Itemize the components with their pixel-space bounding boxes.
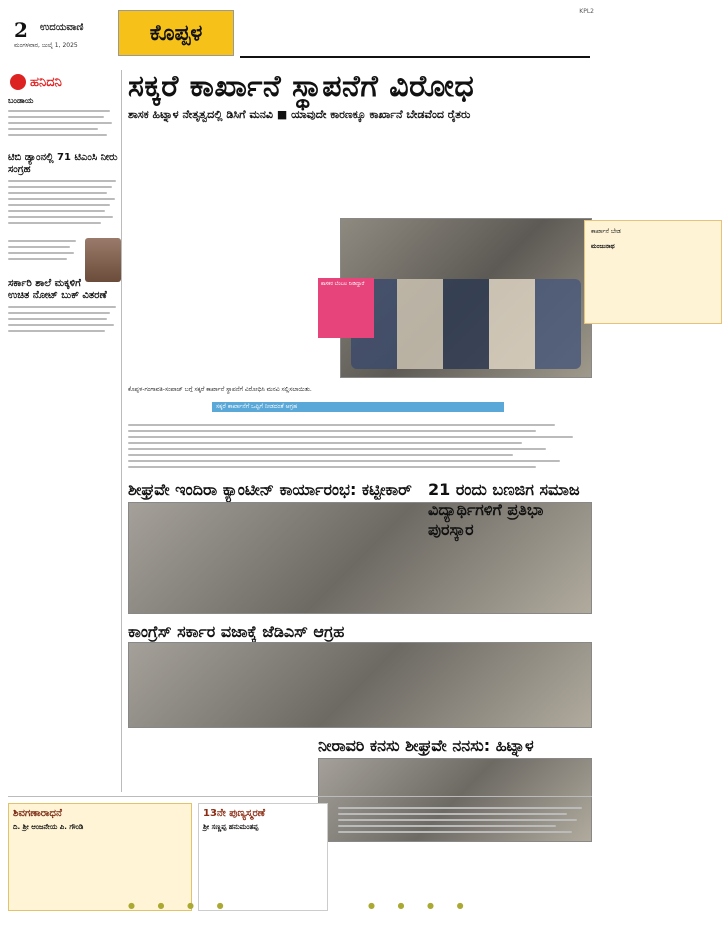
quote-box: ಶಾಸಕರ ಬೆಂಬಲ ನೀಡಿದ್ದಾರೆ bbox=[318, 278, 374, 338]
column-logo bbox=[8, 70, 121, 94]
left-col3-text bbox=[8, 306, 121, 332]
story4-headline: ಕಾಂಗ್ರೆಸ್ ಸರ್ಕಾರ ವಜಾಕ್ಕೆ ಜೆಡಿಎಸ್ ಆಗ್ರಹ bbox=[128, 622, 345, 641]
side-quote bbox=[584, 220, 722, 324]
ads-area bbox=[8, 796, 592, 916]
left-col1-title: ಬಂಡಾಯ bbox=[8, 96, 34, 105]
brand-name: ಉದಯವಾಣಿ bbox=[40, 22, 84, 33]
side-quote-text: ಕಾರ್ಖಾನೆ ಬೇಡ bbox=[591, 228, 621, 235]
story3-headline: 21 ರಂದು ಬಣಜಿಗ ಸಮಾಜ ವಿದ್ಯಾರ್ಥಿಗಳಿಗೆ ಪ್ರತಿಭಾ ಪುರಸ್ಕಾರ bbox=[428, 480, 580, 539]
left-col3-title: ಸರ್ಕಾರಿ ಶಾಲೆ ಮಕ್ಕಳಿಗೆ ಉಚಿತ ನೋಟ್ ಬುಕ್ ವಿತರಣೆ bbox=[8, 278, 107, 301]
main-column bbox=[128, 69, 621, 755]
left-col2-text bbox=[8, 180, 121, 224]
page-code: KPL2 bbox=[579, 8, 594, 15]
info-band-text: ಸಕ್ಕರೆ ಕಾರ್ಖಾನೆಗೆ ಒಪ್ಪಿಗೆ ನೀಡದಂತೆ ಆಗ್ರಹ bbox=[216, 403, 298, 410]
ads-right-text bbox=[338, 803, 592, 911]
registration-dots-1: ● ● ● ● bbox=[128, 901, 234, 910]
left-column bbox=[8, 70, 122, 792]
main-photo-people bbox=[351, 279, 581, 369]
main-body bbox=[128, 424, 592, 468]
left-col1-text bbox=[8, 110, 121, 136]
side-quote-sign: ಮಂಜುನಾಥ bbox=[591, 243, 615, 250]
masthead-rule bbox=[240, 56, 590, 58]
registration-dots-2: ● ● ● ● bbox=[368, 901, 474, 910]
logo-icon bbox=[10, 74, 26, 90]
ads-right-lines bbox=[338, 807, 592, 833]
district-title: ಕೊಪ್ಪಳ bbox=[118, 10, 234, 56]
masthead bbox=[0, 0, 600, 66]
ad1 bbox=[8, 803, 192, 911]
ad1-name: ದಿ. ಶ್ರೀ ಆಂಜನೇಯ ಪಿ. ಗೌಂಡಿ bbox=[13, 823, 84, 831]
story4-photo bbox=[128, 642, 592, 728]
ad2-title: 13ನೇ ಪುಣ್ಯಸ್ಮರಣೆ bbox=[203, 808, 266, 819]
main-headline: ಸಕ್ಕರೆ ಕಾರ್ಖಾನೆ ಸ್ಥಾಪನೆಗೆ ವಿರೋಧ bbox=[128, 69, 475, 104]
ad2-name: ಶ್ರೀ ಸಣ್ಣಪ್ಪ ಹನುಮಂತಪ್ಪ bbox=[203, 823, 259, 831]
ad2 bbox=[198, 803, 328, 911]
main-photo bbox=[340, 218, 592, 378]
main-caption: ಕೊಪ್ಪಳ-ಗಂಗಾವತಿ-ಸಂಪಾಜ್ ಬಗ್ಗೆ ಸಕ್ಕರೆ ಕಾರ್ಖಾನೆ ಸ್ಥಾಪನೆಗೆ ವಿರೋಧಿಸಿ ಮನವಿ ಸಲ್ಲಿಸಲಾಯಿತು. bbox=[128, 386, 312, 393]
page-number: 2 bbox=[14, 18, 28, 42]
story5-headline: ನೀರಾವರಿ ಕನಸು ಶೀಘ್ರವೇ ನನಸು: ಹಿಟ್ನಾಳ bbox=[318, 736, 534, 755]
story2-headline: ಶೀಘ್ರವೇ ಇಂದಿರಾ ಕ್ಯಾಂಟೀನ್ ಕಾರ್ಯಾರಂಭ: ಕಟ್ಟೀಕಾರ್ bbox=[128, 480, 412, 499]
ad1-title: ಶಿವಗಣಾರಾಧನೆ bbox=[13, 808, 62, 819]
logo-text: ಹನಿದನಿ bbox=[30, 74, 62, 90]
info-band bbox=[212, 402, 504, 412]
date-line: ಮಂಗಳವಾರ, ಜುಲೈ 1, 2025 bbox=[14, 42, 78, 49]
portrait bbox=[85, 238, 121, 282]
main-subhead: ಶಾಸಕ ಹಿಟ್ನಾಳ ನೇತೃತ್ವದಲ್ಲಿ ಡಿಸಿಗೆ ಮನವಿ ■ ಯಾವುದೇ ಕಾರಣಕ್ಕೂ ಕಾರ್ಖಾನೆ ಬೇಡವೆಂದ ರೈತರು bbox=[128, 108, 471, 121]
left-col2-title: ಟಿಬಿ ಡ್ಯಾಂನಲ್ಲಿ 71 ಟಿಎಂಸಿ ನೀರು ಸಂಗ್ರಹ bbox=[8, 152, 118, 175]
